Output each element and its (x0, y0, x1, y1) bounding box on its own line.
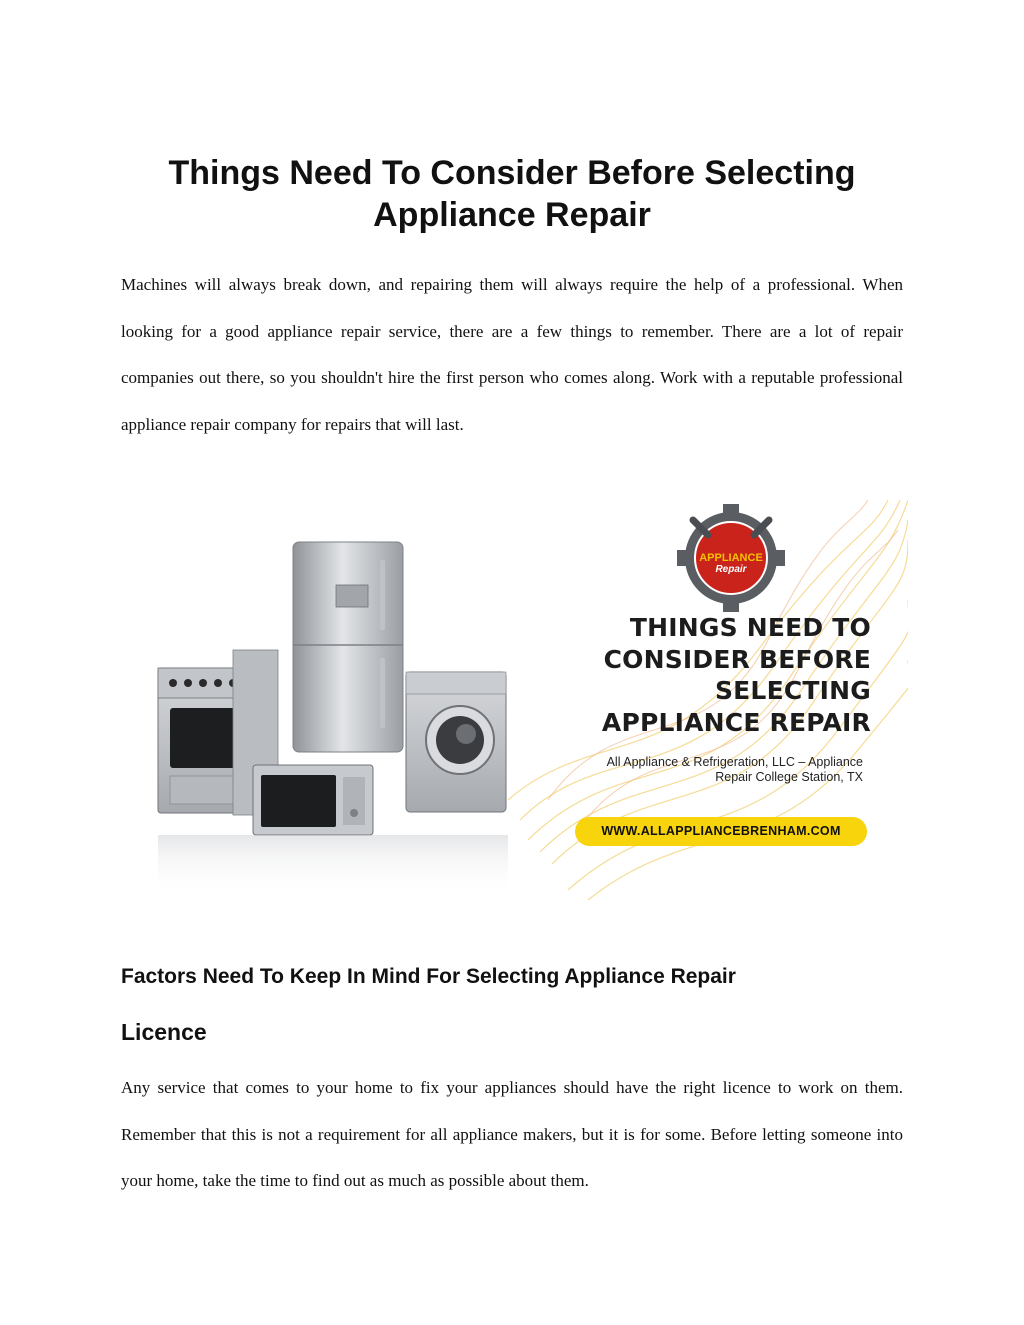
licence-heading: Licence (121, 1019, 207, 1045)
logo-line-1: APPLIANCE (699, 552, 763, 564)
company-line-2: Repair College Station, TX (715, 770, 863, 784)
factors-heading: Factors Need To Keep In Mind For Selecting Appliance Repair (121, 965, 736, 988)
banner-website-url: WWW.ALLAPPLIANCEBRENHAM.COM (575, 817, 867, 846)
company-line-1: All Appliance & Refrigeration, LLC – Appliance (606, 755, 863, 769)
intro-paragraph: Machines will always break down, and repairing them will always require the help of a professional. When looking for a good appliance repair service, there are a few things to remember. There are a lot of repair companies out there, so you shouldn't hire the first person who comes along. Work with a reputable professional appliance repair company for repairs that will last. (121, 275, 903, 434)
logo-label (692, 552, 770, 576)
banner-heading-line-2: CONSIDER BEFORE (603, 644, 871, 674)
banner-company-name (548, 755, 863, 785)
banner-heading (536, 612, 871, 738)
licence-paragraph: Any service that comes to your home to fix your appliances should have the right licence to work on them. Remember that this is not a requirement for all appliance makers, but it is for some. Before letting someone into your home, take the time to find out as much as possible about them. (121, 1078, 903, 1190)
logo-line-2: Repair (715, 564, 747, 575)
appliance-banner-image (148, 500, 908, 900)
banner-heading-line-3: SELECTING (714, 676, 871, 705)
page-title: Things Need To Consider Before Selecting Appliance Repair (168, 154, 856, 234)
banner-heading-line-4: APPLIANCE REPAIR (601, 707, 871, 737)
banner-heading-line-1: THINGS NEED TO (629, 613, 871, 642)
